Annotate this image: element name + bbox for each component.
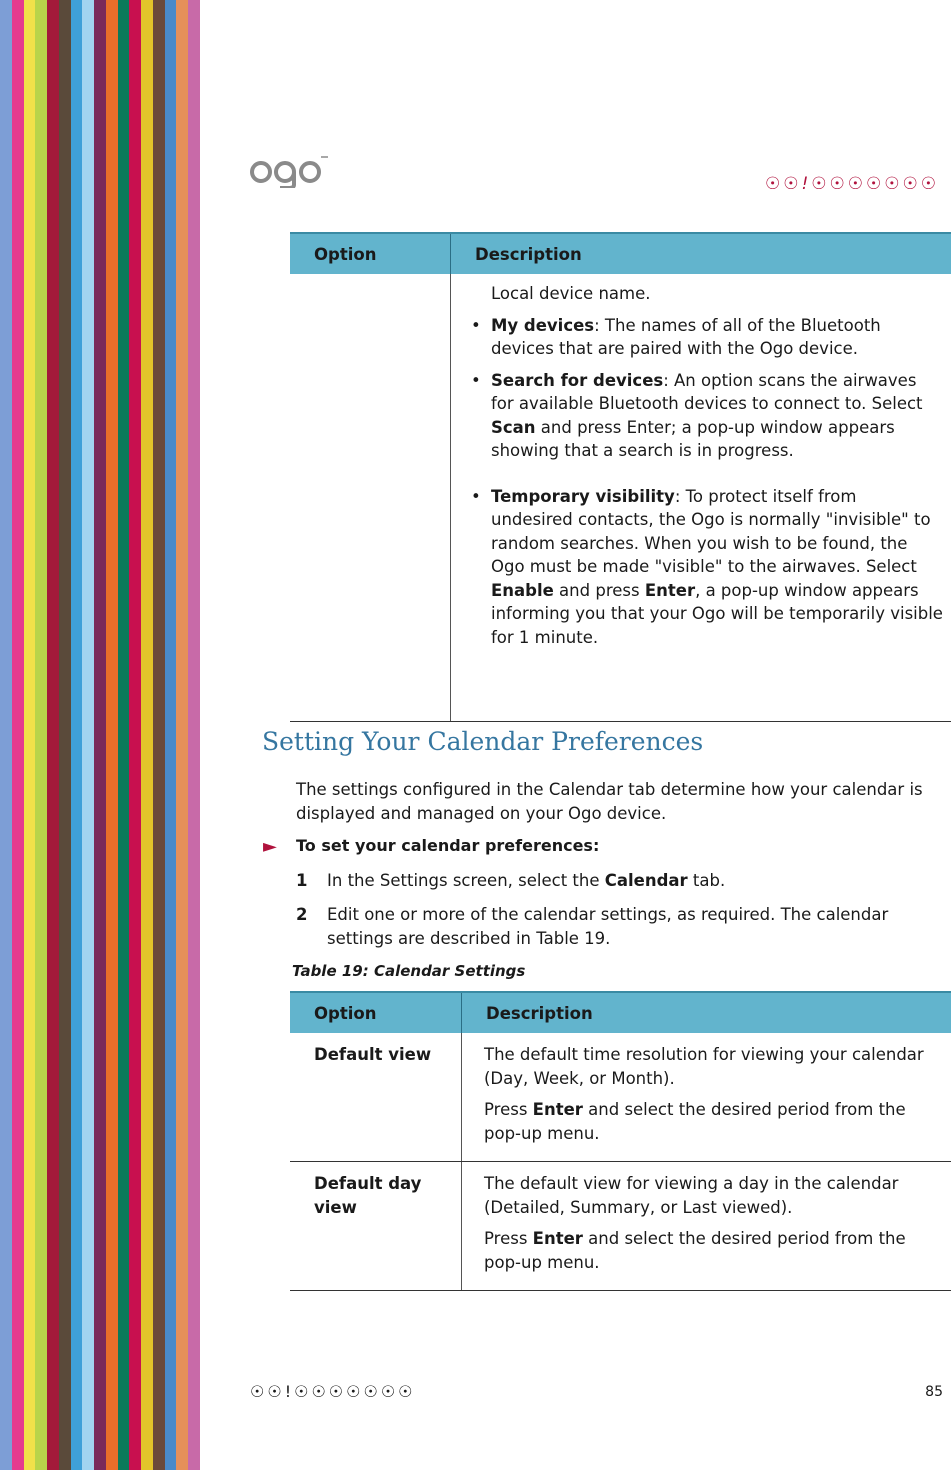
bullet-list — [491, 314, 943, 650]
list-item: • Temporary visibility: To protect itself from undesired contacts, the Ogo is normally "invisible" to random searches. When you wish to be found, the Ogo must be made "visible" to the airwaves. Select Enable and press Enter, a pop-up window appears informing you that your Ogo will be temporarily visible for 1 minute. — [491, 485, 943, 650]
stripe-13 — [153, 0, 165, 1470]
stripe-10 — [118, 0, 130, 1470]
page-number: 85 — [925, 1384, 943, 1400]
stripe-7 — [82, 0, 94, 1470]
option-cell — [290, 274, 451, 722]
col-option-header: Option — [290, 992, 462, 1033]
description-cell — [451, 274, 951, 722]
arrow-icon: ► — [263, 836, 277, 857]
stripe-2 — [24, 0, 36, 1470]
table-header-row — [290, 992, 951, 1033]
footer-title: ☉☉!☉☉☉☉☉☉☉ — [250, 1382, 416, 1401]
step-1: 1 In the Settings screen, select the Calendar tab. — [296, 871, 726, 890]
list-item: • Search for devices: An option scans the airwaves for available Bluetooth devices to connect to. Select Scan and press Enter; a pop-up window appears showing that a search is in progress. — [491, 369, 943, 463]
table-row — [290, 1162, 951, 1291]
header-title: ☉☉!☉☉☉☉☉☉☉ — [765, 174, 939, 194]
stripe-9 — [106, 0, 118, 1470]
stripe-12 — [141, 0, 153, 1470]
stripe-5 — [59, 0, 71, 1470]
list-item: • My devices: The names of all of the Bluetooth devices that are paired with the Ogo device. — [491, 314, 943, 361]
step-2: 2 Edit one or more of the calendar settings, as required. The calendar settings are described in Table 19. — [296, 905, 889, 948]
stripe-8 — [94, 0, 106, 1470]
table-row — [290, 274, 951, 722]
stripe-1 — [12, 0, 24, 1470]
stripe-4 — [47, 0, 59, 1470]
option-cell: Default view — [290, 1033, 462, 1162]
stripe-11 — [129, 0, 141, 1470]
col-option-header: Option — [290, 233, 451, 274]
description-cell: The default time resolution for viewing your calendar (Day, Week, or Month). Press Enter and select the desired period from the pop-up menu. — [462, 1033, 951, 1162]
table-caption: Table 19: Calendar Settings — [292, 962, 526, 980]
col-description-header: Description — [462, 992, 951, 1033]
bluetooth-options-table — [290, 232, 951, 722]
stripe-15 — [176, 0, 188, 1470]
table-row — [290, 1033, 951, 1162]
ogo-logo — [250, 152, 330, 188]
stripe-0 — [0, 0, 12, 1470]
intro-paragraph: The settings configured in the Calendar tab determine how your calendar is displayed and managed on your Ogo device. — [296, 780, 923, 823]
local-device-text: Local device name. — [491, 284, 651, 303]
stripe-6 — [71, 0, 83, 1470]
col-description-header: Description — [451, 233, 951, 274]
stripe-16 — [188, 0, 200, 1470]
stripe-14 — [165, 0, 177, 1470]
table-header-row — [290, 233, 951, 274]
procedure-heading: ► To set your calendar preferences: — [263, 836, 600, 857]
decorative-stripes — [0, 0, 200, 1470]
stripe-3 — [35, 0, 47, 1470]
section-heading: Setting Your Calendar Preferences — [262, 727, 704, 756]
description-cell: The default view for viewing a day in the calendar (Detailed, Summary, or Last viewed). Press Enter and select the desired period from the pop-up menu. — [462, 1162, 951, 1291]
calendar-settings-table — [290, 991, 951, 1291]
option-cell: Default day view — [290, 1162, 462, 1291]
